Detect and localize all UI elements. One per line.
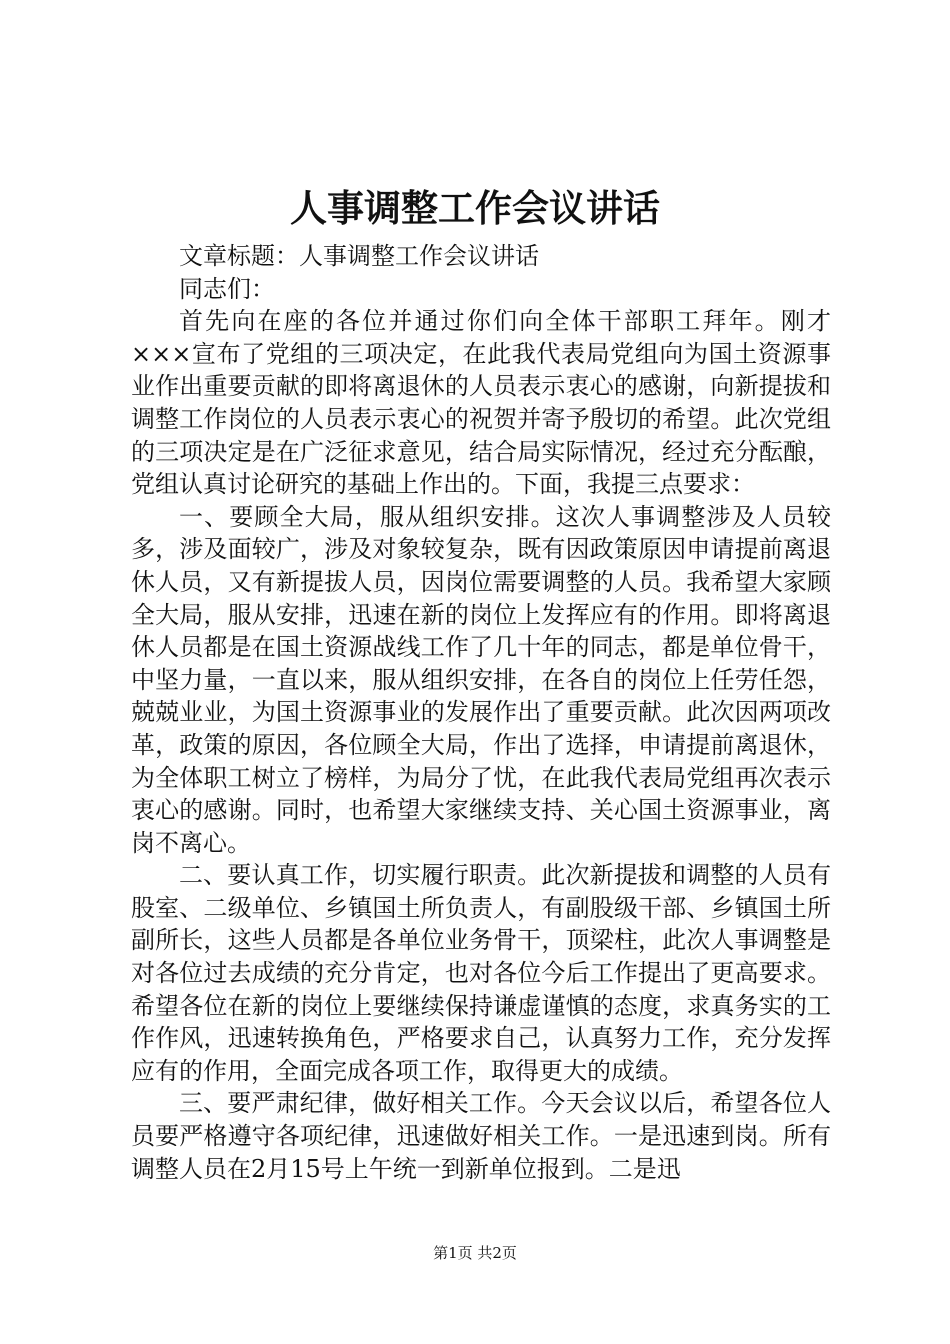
paragraph-intro: 首先向在座的各位并通过你们向全体干部职工拜年。刚才×××宣布了党组的三项决定，在此我代表局党组向为国土资源事业作出重要贡献的即将离退休的人员表示衷心的感谢，向新提拔和调整工作岗位的人员表示衷心的祝贺并寄予殷切的希望。此次党组的三项决定是在广泛征求意见，结合局实际情况，经过充分酝酿，党组认真讨论研究的基础上作出的。下面，我提三点要求： xyxy=(131,307,831,499)
paragraph-point-three: 三、要严肃纪律，做好相关工作。今天会议以后，希望各位人员要严格遵守各项纪律，迅速做好相关工作。一是迅速到岗。所有调整人员在2月15号上午统一到新单位报到。二是迅 xyxy=(131,1089,831,1183)
article-title-line: 文章标题：人事调整工作会议讲话 xyxy=(179,242,539,270)
salutation: 同志们： xyxy=(179,274,275,303)
paragraph-point-two: 二、要认真工作，切实履行职责。此次新提拔和调整的人员有股室、二级单位、乡镇国土所负责人，有副股级干部、乡镇国土所副所长，这些人员都是各单位业务骨干，顶梁柱，此次人事调整是对各位过去成绩的充分肯定，也对各位今后工作提出了更高要求。希望各位在新的岗位上要继续保持谦虚谨慎的态度，求真务实的工作作风，迅速转换角色，严格要求自己，认真努力工作，充分发挥应有的作用，全面完成各项工作，取得更大的成绩。 xyxy=(131,861,831,1085)
document-body xyxy=(131,240,831,1185)
paragraph-point-one: 一、要顾全大局，服从组织安排。这次人事调整涉及人员较多，涉及面较广，涉及对象较复杂，既有因政策原因申请提前离退休人员，又有新提拔人员，因岗位需要调整的人员。我希望大家顾全大局，服从安排，迅速在新的岗位上发挥应有的作用。即将离退休人员都是在国土资源战线工作了几十年的同志，都是单位骨干，中坚力量，一直以来，服从组织安排，在各自的岗位上任劳任怨，兢兢业业，为国土资源事业的发展作出了重要贡献。此次因两项改革，政策的原因，各位顾全大局，作出了选择，申请提前离退休，为全体职工树立了榜样，为局分了忧，在此我代表局党组再次表示衷心的感谢。同时，也希望大家继续支持、关心国土资源事业，离岗不离心。 xyxy=(131,502,831,857)
page-number: 第1页 共2页 xyxy=(433,1244,517,1262)
page-title: 人事调整工作会议讲话 xyxy=(290,186,660,230)
